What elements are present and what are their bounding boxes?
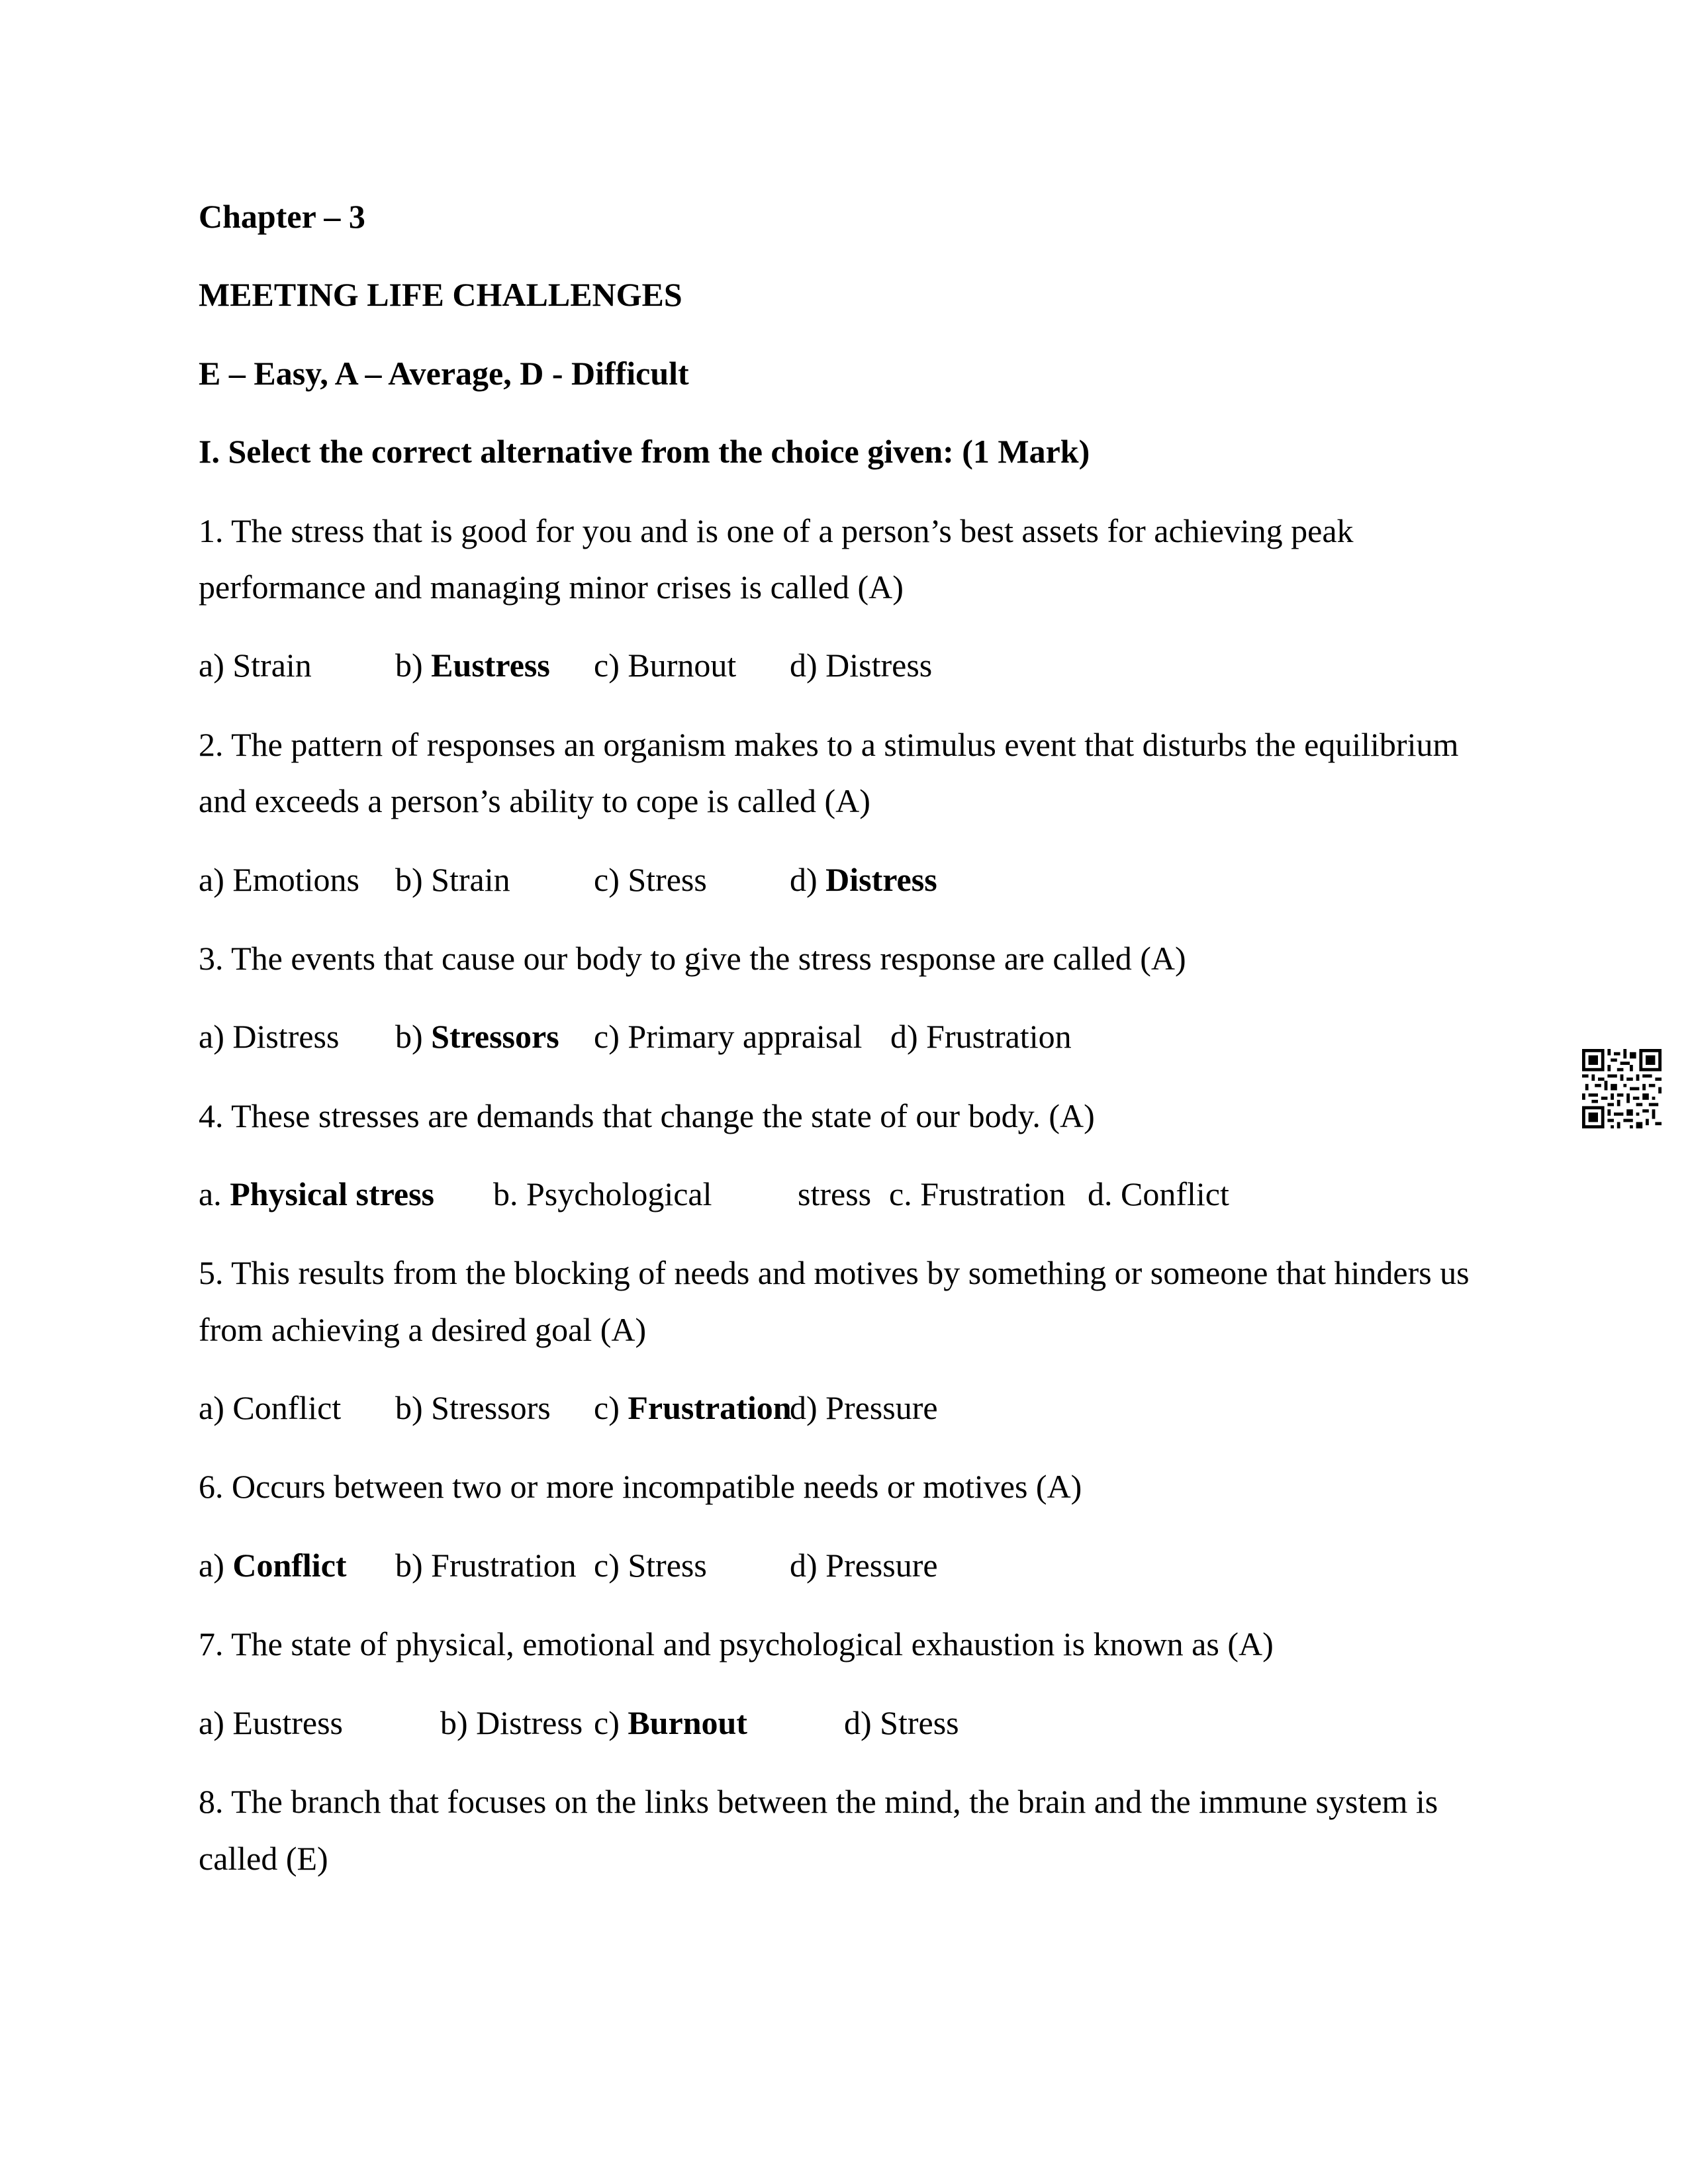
question-5-line-1: 5. This results from the blocking of needs and motives by something or someone that hinders us [199, 1254, 1470, 1291]
option-b: b) Strain [395, 861, 510, 898]
question-3-line-1: 3. The events that cause our body to give the stress response are called (A) [199, 940, 1186, 977]
option-d: d) Pressure [790, 1389, 938, 1426]
option-b: b) Distress [440, 1704, 583, 1741]
option-b: b) Stressors [395, 1389, 551, 1426]
option-d: d) Frustration [890, 1018, 1072, 1055]
question-6-line-1: 6. Occurs between two or more incompatible needs or motives (A) [199, 1468, 1082, 1505]
option-a: a) Eustress [199, 1704, 343, 1741]
qr-code-icon [1582, 1049, 1662, 1128]
option-a: a) Strain [199, 647, 312, 684]
chapter-heading: Chapter – 3 [199, 198, 365, 235]
option-a-answer: a. Physical stress [199, 1175, 434, 1212]
option-c: c) Stress [594, 861, 707, 898]
option-c: c) Primary appraisal [594, 1018, 863, 1055]
section-instruction: I. Select the correct alternative from the choice given: (1 Mark) [199, 433, 1090, 470]
option-b-answer: b) Stressors [395, 1018, 559, 1055]
option-a-answer: a) Conflict [199, 1547, 347, 1584]
question-8-line-1: 8. The branch that focuses on the links between the mind, the brain and the immune system is [199, 1783, 1438, 1820]
option-b: b. Psychological [493, 1175, 712, 1212]
option-d: d) Stress [844, 1704, 959, 1741]
option-b: b) Frustration [395, 1547, 577, 1584]
option-d-answer: d) Distress [790, 861, 937, 898]
difficulty-legend: E – Easy, A – Average, D - Difficult [199, 355, 689, 392]
option-a: a) Emotions [199, 861, 360, 898]
option-b-continued: stress [798, 1175, 872, 1212]
chapter-title: MEETING LIFE CHALLENGES [199, 276, 682, 313]
option-d: d) Distress [790, 647, 933, 684]
option-c-answer: c) Frustration [594, 1389, 792, 1426]
option-c-answer: c) Burnout [594, 1704, 747, 1741]
option-d: d. Conflict [1088, 1175, 1229, 1212]
question-8-line-2: called (E) [199, 1840, 328, 1877]
option-d: d) Pressure [790, 1547, 938, 1584]
option-c: c. Frustration [889, 1175, 1066, 1212]
question-1-line-1: 1. The stress that is good for you and is one of a person’s best assets for achieving peak [199, 512, 1354, 549]
option-c: c) Burnout [594, 647, 737, 684]
question-1-line-2: performance and managing minor crises is called (A) [199, 569, 904, 606]
question-2-line-1: 2. The pattern of responses an organism makes to a stimulus event that disturbs the equilibrium [199, 726, 1459, 763]
question-5-line-2: from achieving a desired goal (A) [199, 1311, 647, 1348]
option-a: a) Distress [199, 1018, 340, 1055]
option-b-answer: b) Eustress [395, 647, 550, 684]
question-7-line-1: 7. The state of physical, emotional and psychological exhaustion is known as (A) [199, 1625, 1274, 1662]
question-2-line-2: and exceeds a person’s ability to cope is called (A) [199, 782, 870, 819]
question-4-line-1: 4. These stresses are demands that change the state of our body. (A) [199, 1097, 1095, 1134]
option-c: c) Stress [594, 1547, 707, 1584]
option-a: a) Conflict [199, 1389, 342, 1426]
